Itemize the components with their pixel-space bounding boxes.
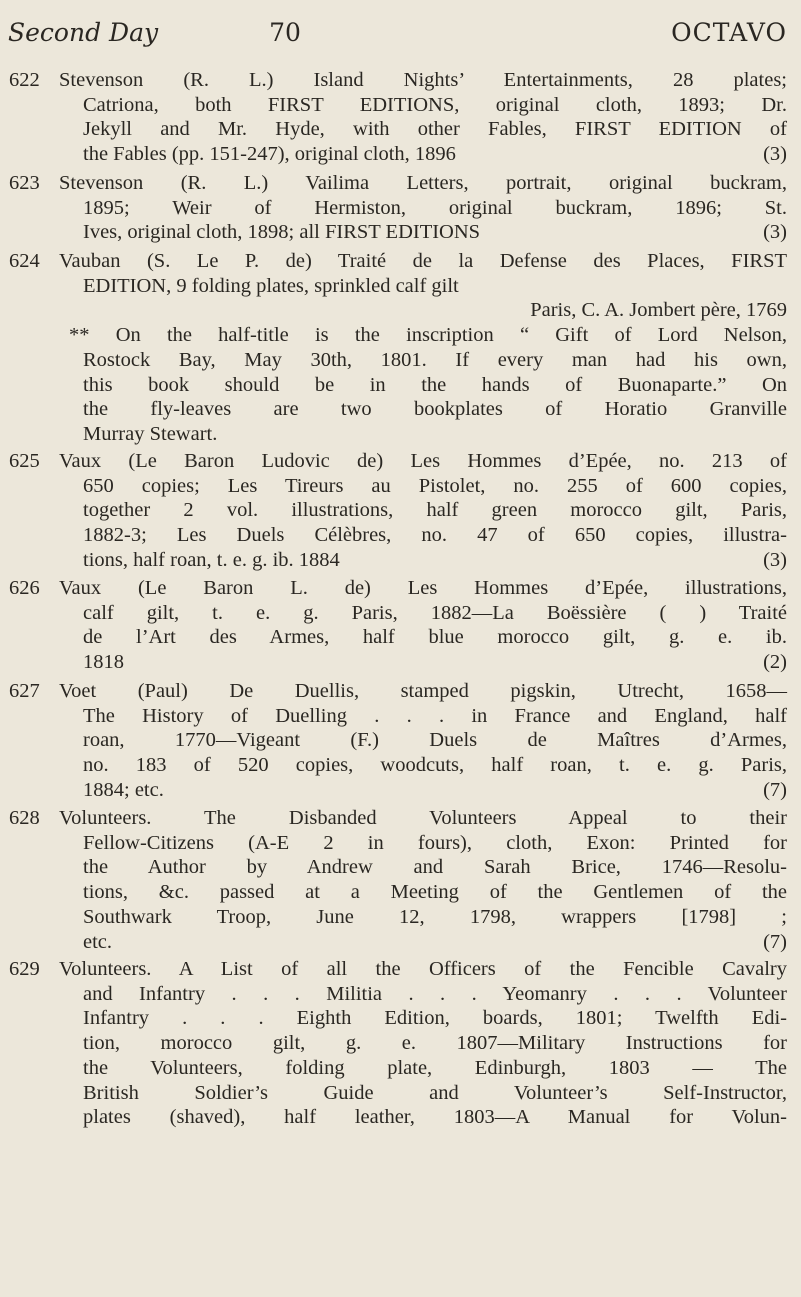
- lot-line: Fellow-Citizens (A-E 2 in fours), cloth, Exon: Printed for: [83, 831, 787, 854]
- lot-line: 1882-3; Les Duels Célèbres, no. 47 of 650 copies, illustra-: [83, 524, 787, 547]
- lot-line: British Soldier’s Guide and Volunteer’s Self-Instructor,: [83, 1081, 787, 1104]
- lot-note-line: Rostock Bay, May 30th, 1801. If every man had his own,: [83, 348, 787, 371]
- lot-line: Catriona, both FIRST EDITIONS, original cloth, 1893; Dr.: [83, 93, 787, 116]
- lot-line: and Infantry . . . Militia . . . Yeomanry . . . Volunteer: [83, 982, 787, 1005]
- lot-line: tion, morocco gilt, g. e. 1807—Military Instructions for: [83, 1032, 787, 1055]
- lot-line: etc.: [83, 930, 113, 953]
- lot-line: the Fables (pp. 151-247), original cloth, 1896: [83, 143, 456, 166]
- lot-number: 625: [9, 450, 40, 472]
- lot-number: 626: [9, 577, 40, 599]
- lot-line: Vaux (Le Baron L. de) Les Hommes d’Epée, illustrations,: [59, 577, 787, 599]
- lot-line: de l’Art des Armes, half blue morocco gilt, g. e. ib.: [83, 626, 787, 649]
- lot-number: 623: [9, 172, 40, 194]
- lot-number: 629: [9, 958, 40, 980]
- lot-line: Volunteers. The Disbanded Volunteers Appeal to their: [59, 807, 787, 829]
- lot-line: Southwark Troop, June 12, 1798, wrappers [1798] ;: [83, 905, 787, 928]
- lot-628: [0, 806, 801, 954]
- lot-quantity: (3): [763, 548, 787, 571]
- lot-line: the Author by Andrew and Sarah Brice, 1746—Resolu-: [83, 856, 787, 879]
- lot-623: [0, 171, 801, 245]
- lot-number: 627: [9, 680, 40, 702]
- lot-note-line: the fly-leaves are two bookplates of Horatio Granville: [83, 398, 787, 421]
- running-header: [8, 14, 787, 52]
- lot-line: no. 183 of 520 copies, woodcuts, half roan, t. e. g. Paris,: [83, 754, 787, 777]
- header-day: Second Day: [8, 18, 159, 47]
- lot-624: [0, 249, 801, 447]
- lot-line: Vaux (Le Baron Ludovic de) Les Hommes d’Epée, no. 213 of: [59, 450, 787, 472]
- lot-627: [0, 679, 801, 803]
- lot-quantity: (7): [763, 778, 787, 801]
- lot-quantity: (7): [763, 930, 787, 953]
- lot-line: 650 copies; Les Tireurs au Pistolet, no. 255 of 600 copies,: [83, 474, 787, 497]
- lot-number: 622: [9, 69, 40, 91]
- lot-quantity: (3): [763, 143, 787, 166]
- lot-622: [0, 68, 801, 167]
- lot-number: 624: [9, 250, 40, 272]
- page-number: 70: [269, 18, 301, 47]
- lot-line: Voet (Paul) De Duellis, stamped pigskin, Utrecht, 1658—: [59, 680, 787, 702]
- lot-line: 1895; Weir of Hermiston, original buckram, 1896; St.: [83, 196, 787, 219]
- lot-line: roan, 1770—Vigeant (F.) Duels de Maîtres d’Armes,: [83, 729, 787, 752]
- lot-line: Vauban (S. Le P. de) Traité de la Defense des Places, FIRST: [59, 250, 787, 272]
- lot-line: 1884; etc.: [83, 778, 164, 801]
- lot-line: Stevenson (R. L.) Vailima Letters, portrait, original buckram,: [59, 172, 787, 194]
- lot-line: 1818: [83, 651, 124, 674]
- lot-line: Jekyll and Mr. Hyde, with other Fables, FIRST EDITION of: [83, 118, 787, 141]
- lot-note-line: this book should be in the hands of Buonaparte.” On: [83, 373, 787, 396]
- lot-line: Ives, original cloth, 1898; all FIRST EDITIONS: [83, 221, 481, 244]
- lot-line: tions, half roan, t. e. g. ib. 1884: [83, 548, 340, 571]
- lot-quantity: (2): [763, 651, 787, 674]
- header-section: OCTAVO: [671, 18, 787, 47]
- lot-line: Stevenson (R. L.) Island Nights’ Entertainments, 28 plates;: [59, 69, 787, 91]
- lot-note-line: Murray Stewart.: [83, 422, 218, 445]
- lot-line: plates (shaved), half leather, 1803—A Manual for Volun-: [83, 1106, 787, 1129]
- lot-line: together 2 vol. illustrations, half green morocco gilt, Paris,: [83, 499, 787, 522]
- lot-note-line: ** On the half-title is the inscription “ Gift of Lord Nelson,: [69, 324, 787, 347]
- lot-number: 628: [9, 807, 40, 829]
- lot-imprint: Paris, C. A. Jombert père, 1769: [530, 299, 787, 322]
- lot-626: [0, 576, 801, 675]
- lot-line: Infantry . . . Eighth Edition, boards, 1801; Twelfth Edi-: [83, 1007, 787, 1030]
- lot-line: calf gilt, t. e. g. Paris, 1882—La Boëssière ( ) Traité: [83, 601, 787, 624]
- lot-line: The History of Duelling . . . in France and England, half: [83, 704, 787, 727]
- lot-line: the Volunteers, folding plate, Edinburgh, 1803 — The: [83, 1056, 787, 1079]
- lot-line: Volunteers. A List of all the Officers of the Fencible Cavalry: [59, 958, 787, 980]
- lot-629: [0, 957, 801, 1130]
- lot-line: EDITION, 9 folding plates, sprinkled calf gilt: [83, 274, 459, 297]
- lot-line: tions, &c. passed at a Meeting of the Gentlemen of the: [83, 881, 787, 904]
- lot-quantity: (3): [763, 221, 787, 244]
- lot-625: [0, 449, 801, 573]
